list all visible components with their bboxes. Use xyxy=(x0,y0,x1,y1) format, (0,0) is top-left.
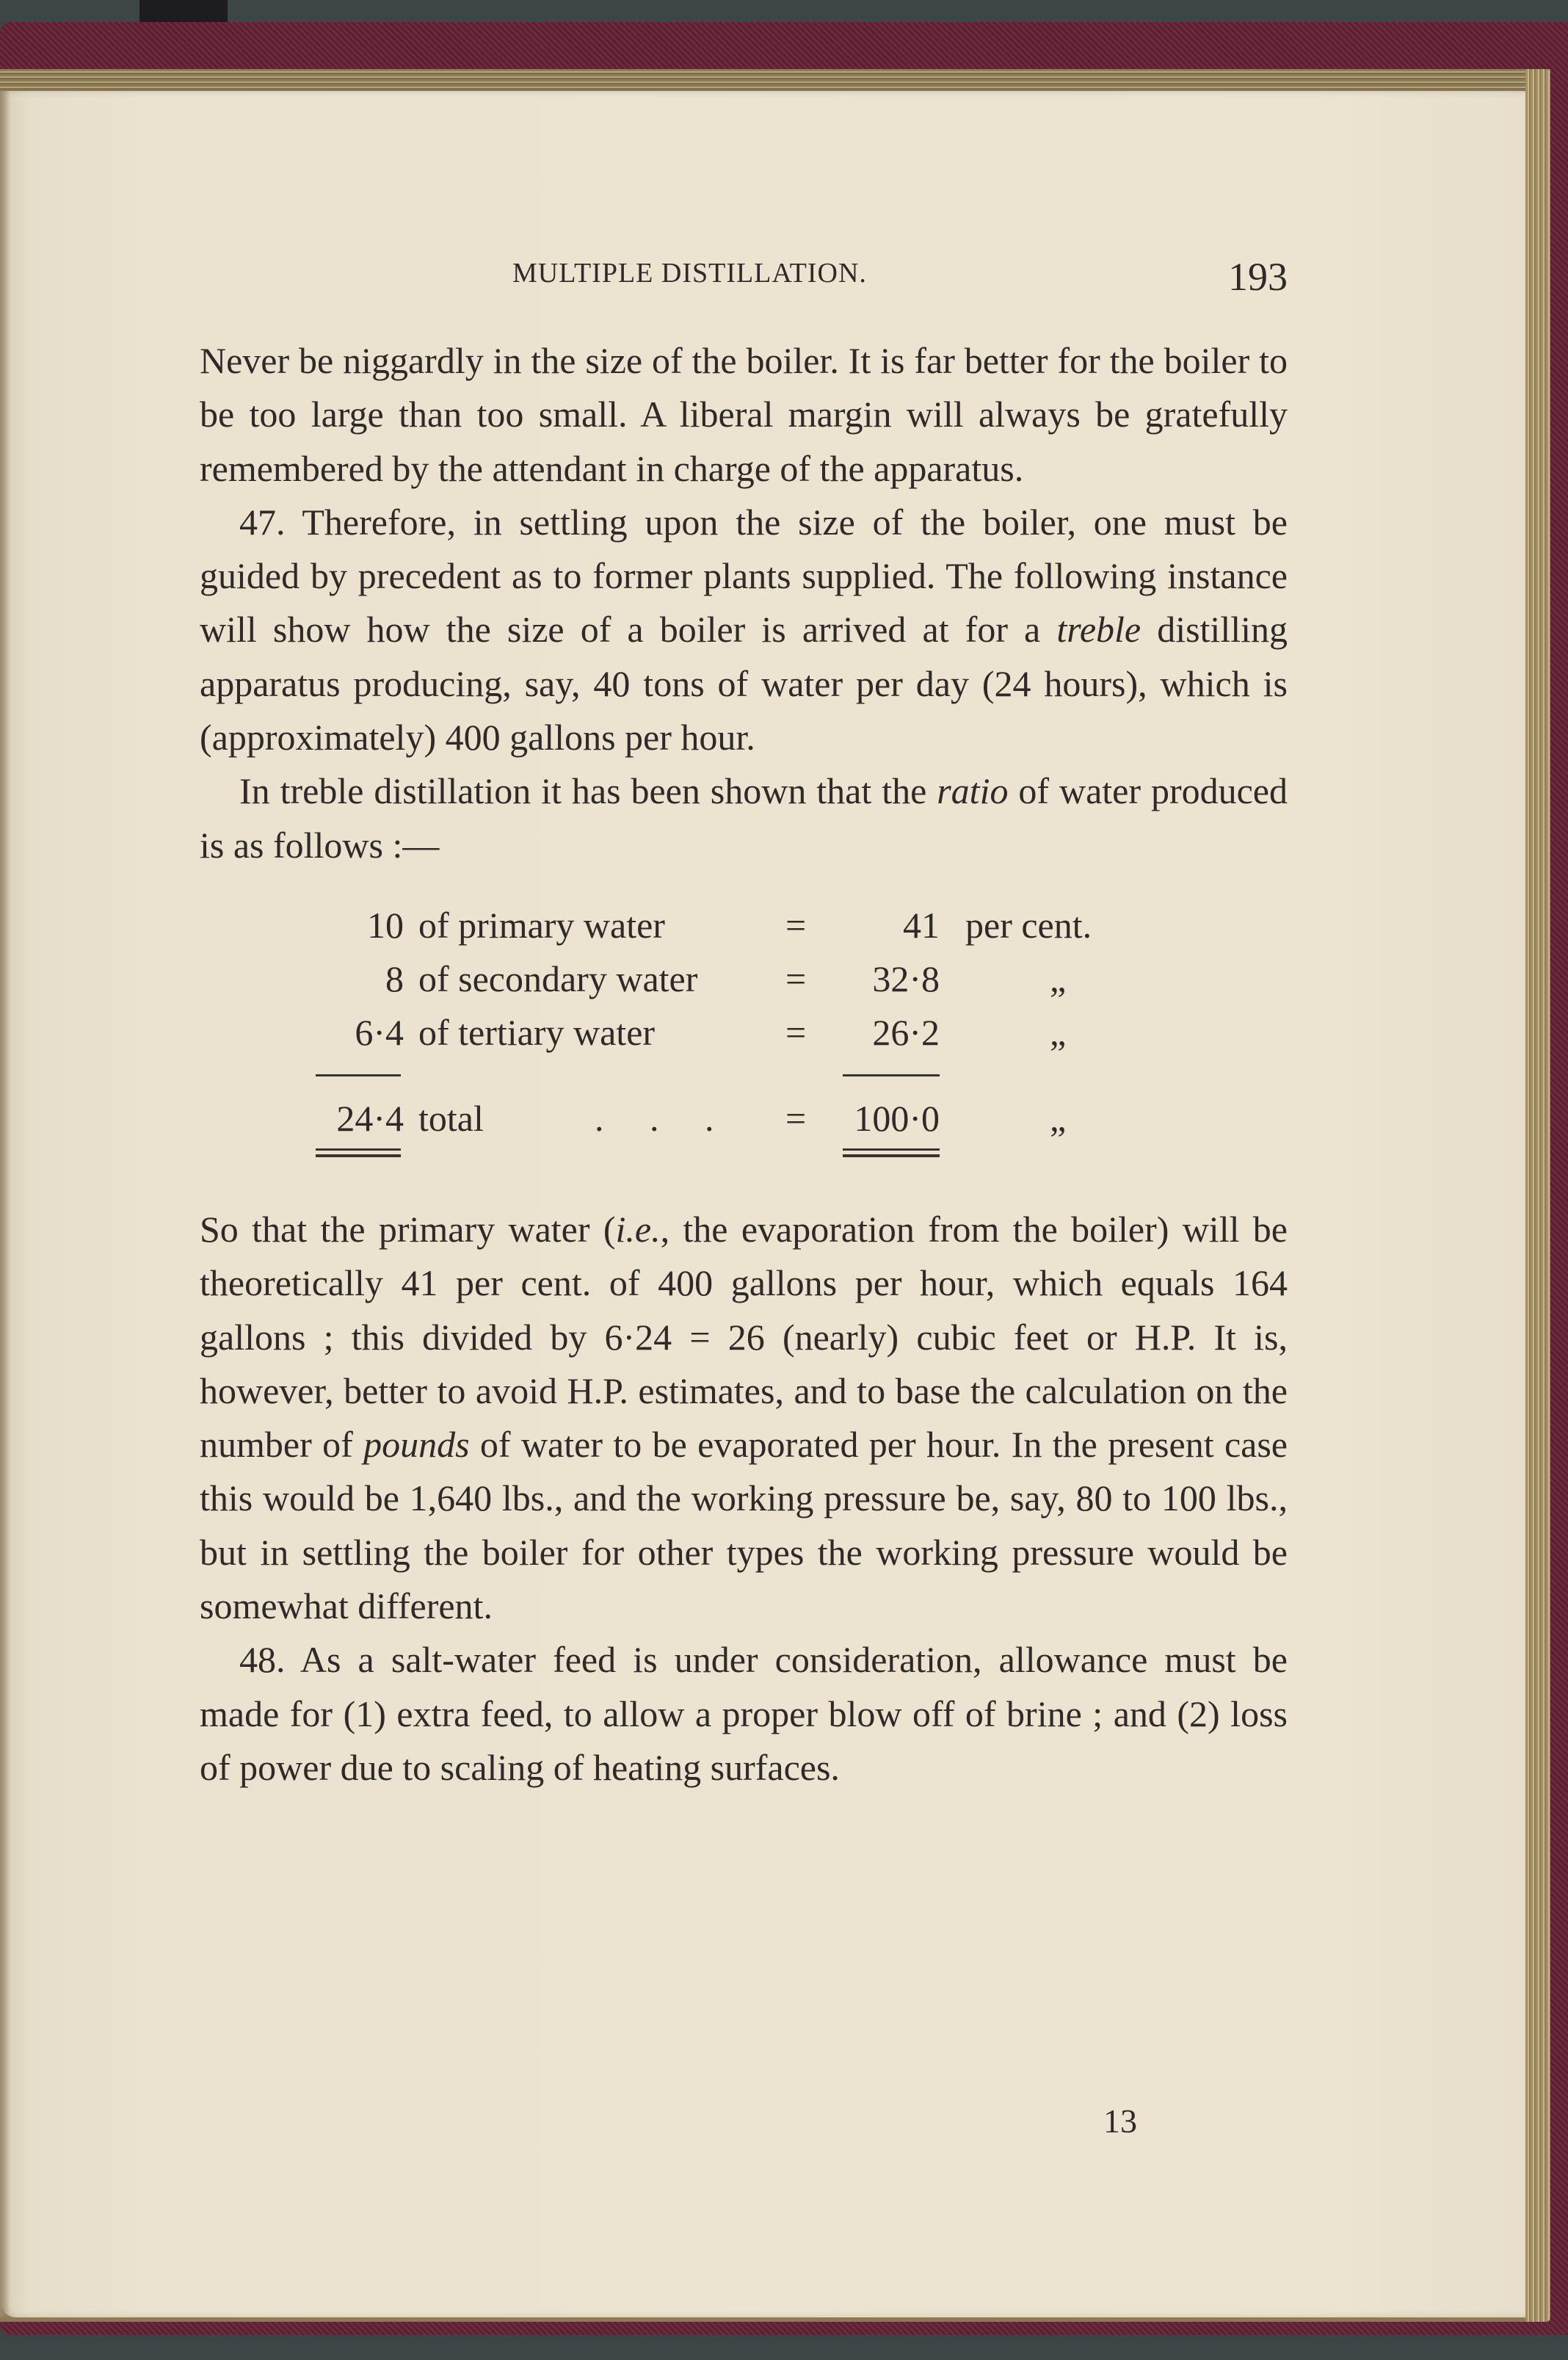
text-span: In treble distillation it has been shown that the xyxy=(239,770,937,812)
text-column xyxy=(200,334,1288,1795)
sum-rule xyxy=(316,1074,401,1076)
ditto-mark: „ xyxy=(1050,958,1067,999)
page-top-edges xyxy=(0,69,1550,91)
signature-mark: 13 xyxy=(1103,2102,1137,2140)
double-rule xyxy=(843,1154,940,1157)
ratio-unit: per cent. xyxy=(965,904,1092,946)
paragraph-calculation xyxy=(200,1203,1288,1633)
ratio-percent: 26·2 xyxy=(872,1011,940,1053)
italic-term: treble xyxy=(1056,609,1141,651)
backdrop-dark-strip xyxy=(139,0,228,23)
paragraph-boiler-size: Never be niggardly in the size of the boiler. It is far better for the boiler to be too large than too small. A liberal margin will always be gratefully remembered by the attendant in charge of the apparatus. xyxy=(200,340,1288,489)
italic-term: ratio xyxy=(937,770,1009,812)
page-fore-edges xyxy=(1525,69,1550,2322)
ratio-percent: 32·8 xyxy=(872,958,940,999)
equals-sign: = xyxy=(785,958,807,999)
text-span: So that the primary water ( xyxy=(200,1208,616,1250)
ratio-label: of primary water xyxy=(418,904,665,946)
running-head: MULTIPLE DISTILLATION. xyxy=(512,258,867,289)
ratio-table xyxy=(316,899,1123,1160)
paragraph-ratio-intro xyxy=(200,764,1288,872)
ratio-row-tertiary xyxy=(316,1006,1123,1060)
ratio-label: of tertiary water xyxy=(418,1011,656,1053)
ditto-mark: „ xyxy=(1050,1011,1067,1053)
ditto-mark: „ xyxy=(1050,1097,1067,1139)
sum-rule-row xyxy=(316,1060,1123,1092)
italic-term: i.e. xyxy=(615,1208,661,1250)
sum-rule xyxy=(843,1074,940,1076)
italic-term: pounds xyxy=(363,1424,470,1466)
page-number: 193 xyxy=(1228,255,1288,299)
ratio-quantity: 6·4 xyxy=(355,1011,404,1053)
paragraph-47 xyxy=(200,496,1288,764)
double-rule xyxy=(316,1154,401,1157)
equals-sign: = xyxy=(785,1011,807,1053)
total-quantity: 24·4 xyxy=(336,1097,404,1139)
double-rule-row xyxy=(316,1145,1123,1160)
ratio-percent: 41 xyxy=(903,904,940,946)
leader-dots: . . . xyxy=(595,1097,714,1139)
ratio-quantity: 10 xyxy=(367,904,404,946)
text-span: 47. Therefore, in settling upon the size of the boiler, one must be guided by precedent as to former plants supplied. The following instance will show how the size of a boiler is arrived at for a xyxy=(200,501,1288,651)
gutter-shadow xyxy=(0,91,10,2317)
ratio-row-secondary xyxy=(316,952,1123,1006)
total-percent: 100·0 xyxy=(854,1097,940,1139)
ratio-label: of secondary water xyxy=(418,958,698,999)
total-label: total xyxy=(418,1097,484,1139)
equals-sign: = xyxy=(785,904,807,946)
text-span: of water to be evaporated per hour. In the present case this would be 1,640 lbs., and the working pressure be, say, 80 to 100 lbs., but in settling the boiler for other types the working pressure would be somewhat different. xyxy=(200,1424,1288,1627)
double-rule xyxy=(316,1148,401,1151)
text-span: distilling apparatus producing, say, 40 tons of water per day (24 hours), which is (approximately) 400 gallons per hour. xyxy=(200,609,1288,759)
text-span: , the evaporation from the boiler) will be theoretically 41 per cent. of 400 gallons per hour, which equals 164 gallons ; this divided by 6·24 = 26 (nearly) cubic feet or H.P. It is, however, better to avoid H.P. estimates, and to base the calculation on the number of xyxy=(200,1208,1288,1466)
backdrop-bottom xyxy=(0,2342,1568,2360)
paragraph-48: 48. As a salt-water feed is under consideration, allowance must be made for (1) extra feed, to allow a proper blow off of brine ; and (2) loss of power due to scaling of heating surfaces. xyxy=(200,1639,1288,1788)
ratio-row-primary xyxy=(316,899,1123,952)
ratio-total-row xyxy=(316,1092,1123,1145)
equals-sign: = xyxy=(785,1097,807,1139)
text-span: of water produced is as follows :— xyxy=(200,770,1288,866)
double-rule xyxy=(843,1148,940,1151)
ratio-quantity: 8 xyxy=(385,958,404,999)
